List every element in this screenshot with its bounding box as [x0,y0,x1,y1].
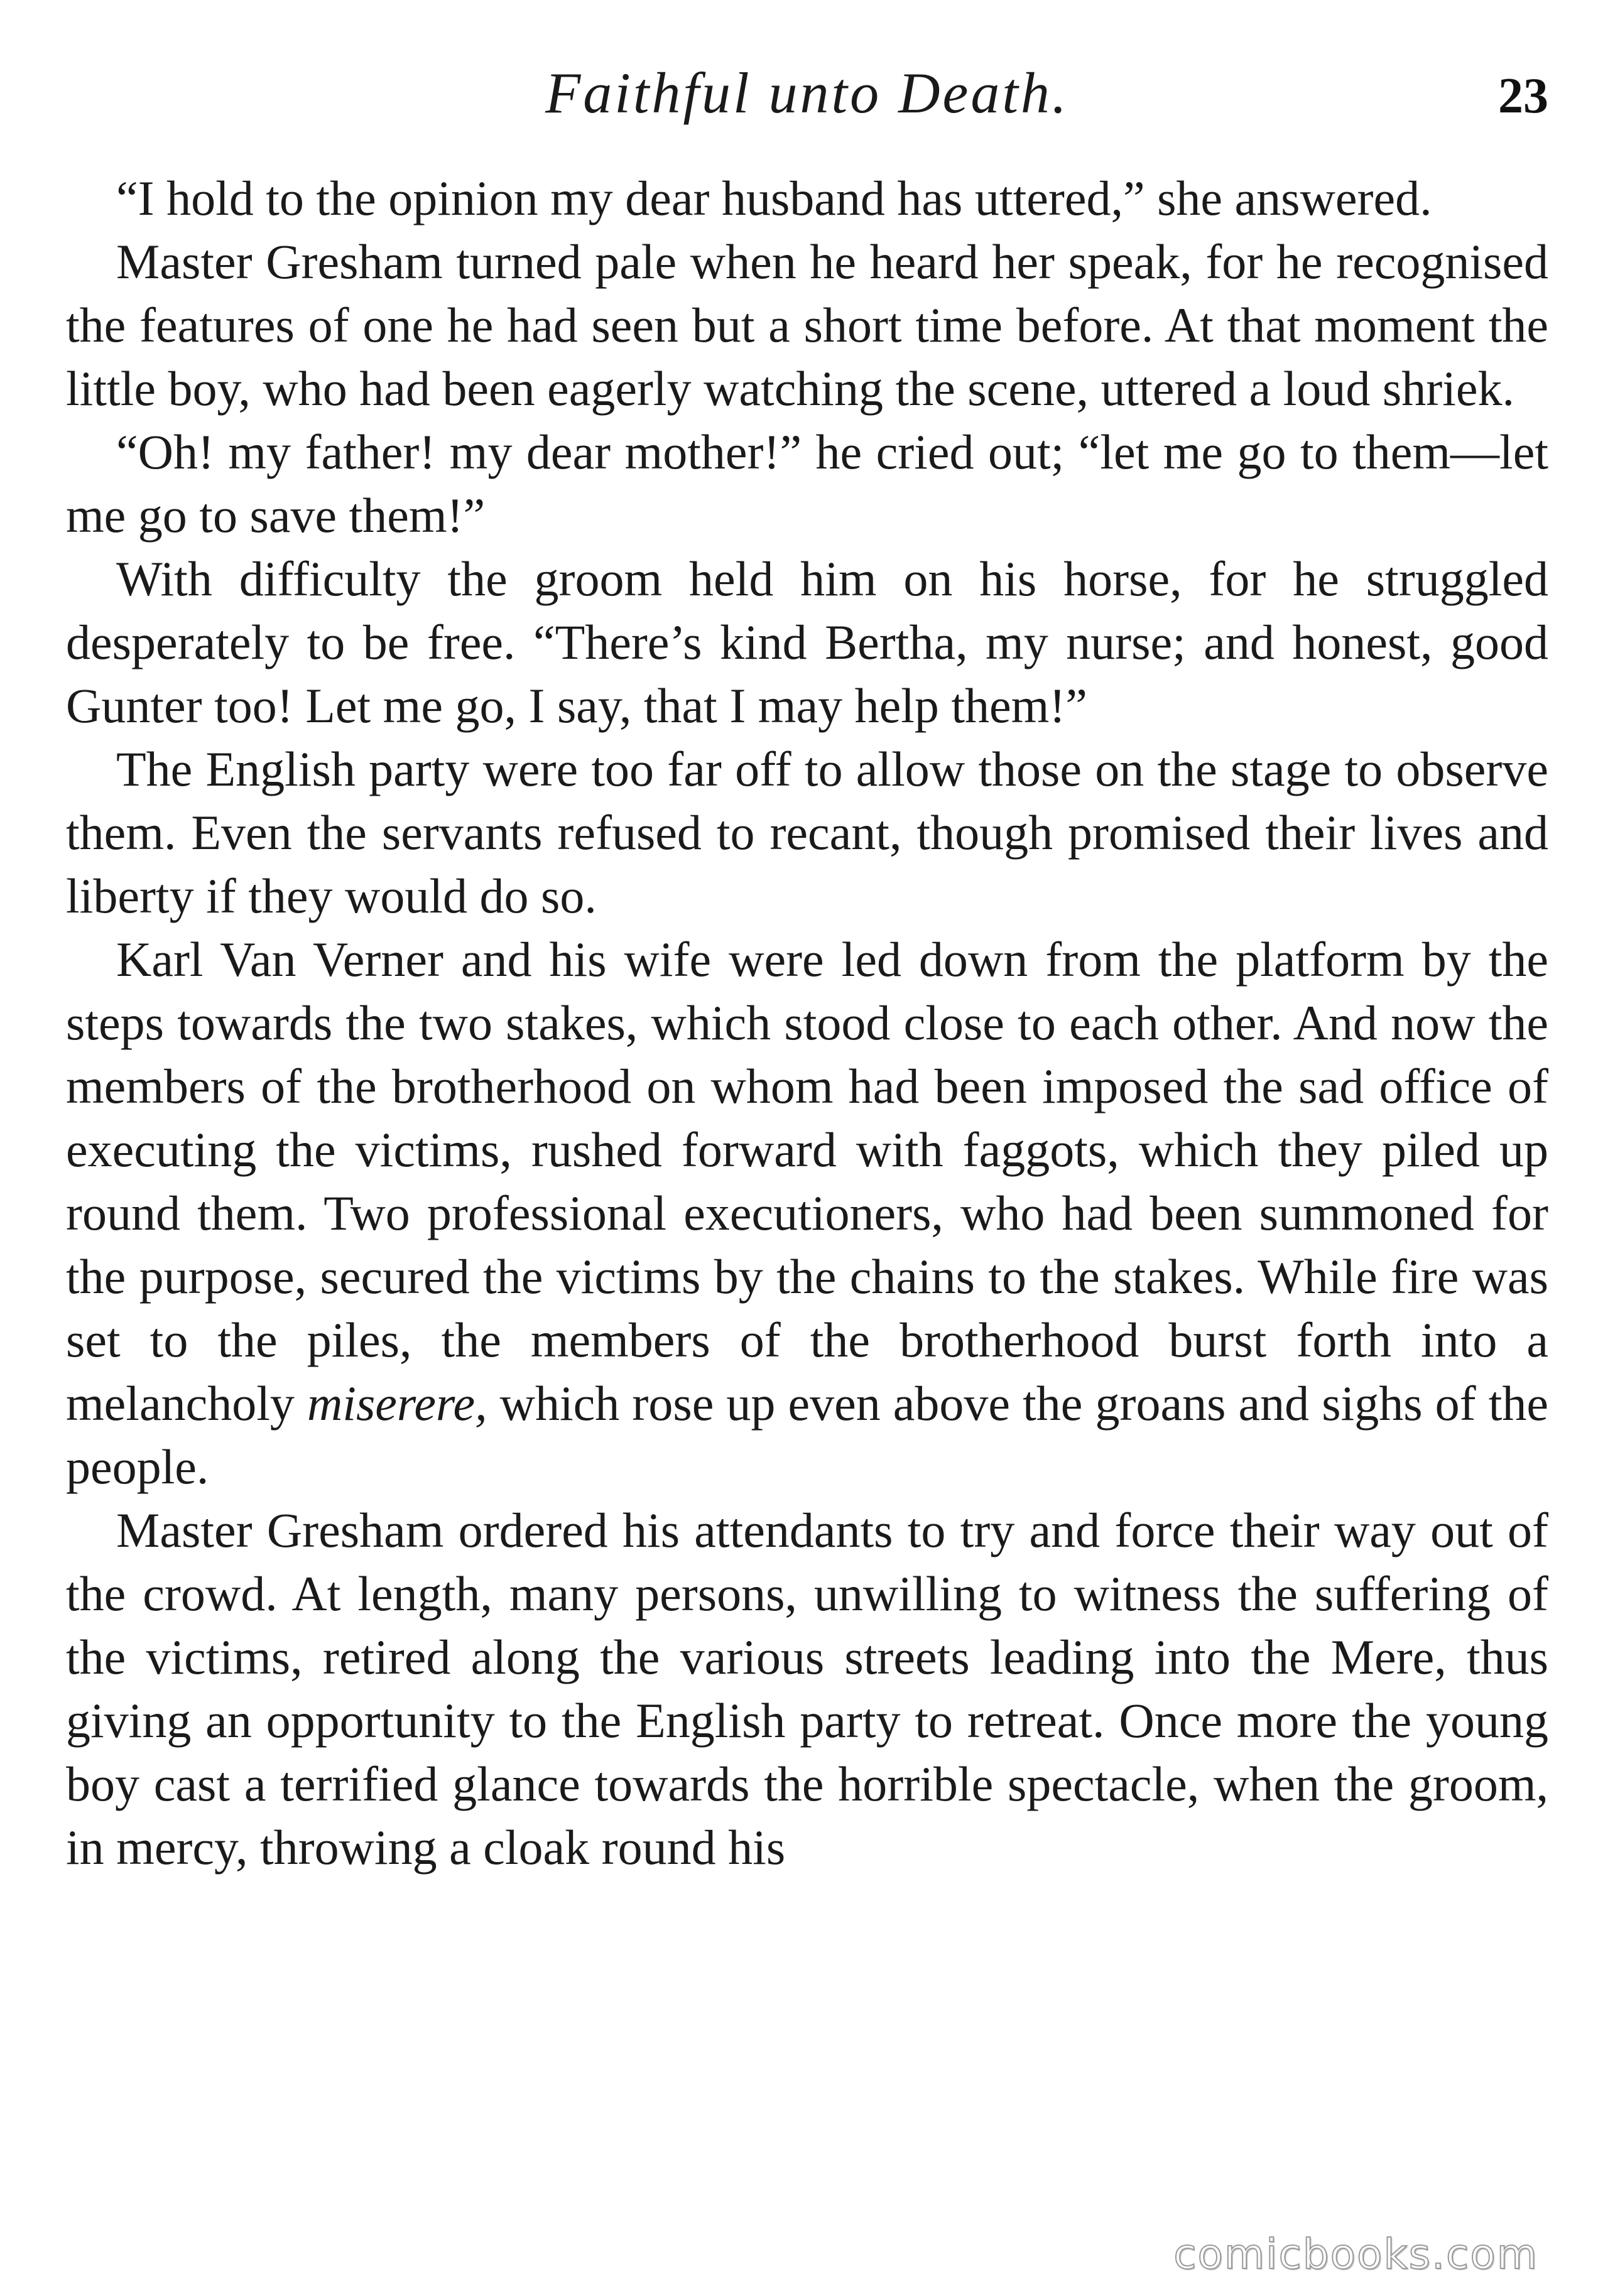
paragraph: “I hold to the opinion my dear husband has uttered,” she answered. [116,171,1432,225]
paragraph: “Oh! my father! my dear mother!” he cried out; “let me go to them—let me go to save them!” [66,425,1548,543]
page-header [66,55,1548,131]
paragraph-text: which rose up even above the groans and sighs of the people. [66,1376,1548,1494]
page-number: 23 [1498,68,1548,124]
paragraph: Master Gresham ordered his attendants to try and force their way out of the crowd. At length, many persons, unwilling to witness the suffering of the victims, retired along the various streets leading into the Mere, thus giving an opportunity to the English party to retreat. Once more the young boy cast a terrified glance towards the horrible spectacle, when the groom, in mercy, throwing a cloak round his [66,1503,1548,1875]
paragraph: Master Gresham turned pale when he heard her speak, for he recognised the features of one he had seen but a short time before. At that moment the little boy, who had been eagerly watching the scene, uttered a loud shriek. [66,234,1548,416]
italic-term: miserere, [307,1376,487,1431]
paragraph: The English party were too far off to allow those on the stage to observe them. Even the servants refused to recant, though promised their lives and liberty if they would do so. [66,742,1548,923]
watermark: comicbooks.com [1173,2230,1538,2278]
paragraph [66,928,1548,1498]
paragraph: With difficulty the groom held him on his horse, for he struggled desperately to be free. “There’s kind Bertha, my nurse; and honest, good Gunter too! Let me go, I say, that I may help them!” [66,551,1548,733]
running-title: Faithful unto Death. [545,61,1069,125]
paragraph-text: Karl Van Verner and his wife were led down from the platform by the steps towards the two stakes, which stood close to each other. And now the members of the brotherhood on whom had been imposed the sad office of executing the victims, rushed forward with faggots, which they piled up round them. Two professional executioners, who had been summoned for the purpose, secured the victims by the chains to the stakes. While fire was set to the piles, the members of the brotherhood burst forth into a melancholy [66,932,1548,1431]
body-text [66,166,1548,1879]
